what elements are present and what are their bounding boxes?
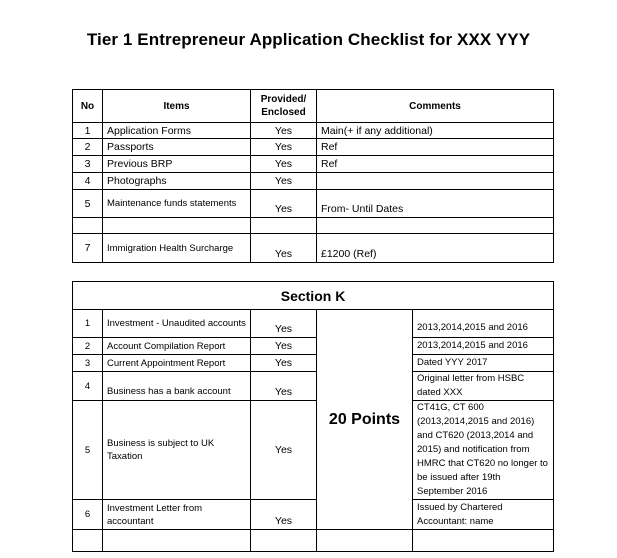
table-row (73, 338, 554, 355)
row-comment: From- Until Dates (317, 190, 554, 218)
row-item: Maintenance funds statements (103, 190, 251, 218)
row-provided: Yes (251, 234, 317, 263)
row-item: Immigration Health Surcharge (103, 234, 251, 263)
row-provided: Yes (251, 310, 317, 338)
page-title: Tier 1 Entrepreneur Application Checklist for XXX YYY (86, 30, 531, 49)
row-no (73, 530, 103, 552)
row-provided: Yes (251, 372, 317, 401)
row-provided (251, 530, 317, 552)
table-row (73, 218, 554, 234)
row-item: Investment Letter from accountant (103, 500, 251, 530)
table-row (73, 530, 554, 552)
row-comment (317, 218, 554, 234)
row-no (73, 218, 103, 234)
row-comment: Issued by Chartered Accountant: name (413, 500, 554, 530)
table-row (73, 173, 554, 190)
row-item: Photographs (103, 173, 251, 190)
row-comment: Main(+ if any additional) (317, 123, 554, 139)
row-provided (251, 218, 317, 234)
row-no: 3 (73, 355, 103, 372)
section-k-table (72, 281, 554, 552)
row-comment: Dated YYY 2017 (413, 355, 554, 372)
table-row (73, 310, 554, 338)
row-item: Current Appointment Report (103, 355, 251, 372)
row-no: 2 (73, 338, 103, 355)
row-provided: Yes (251, 500, 317, 530)
row-comment: Ref (317, 139, 554, 156)
row-provided: Yes (251, 338, 317, 355)
row-item (103, 530, 251, 552)
row-no: 5 (73, 401, 103, 500)
header-no: No (73, 90, 103, 123)
row-comment: 2013,2014,2015 and 2016 (413, 338, 554, 355)
row-comment (317, 173, 554, 190)
header-comments: Comments (317, 90, 554, 123)
row-item: Previous BRP (103, 156, 251, 173)
row-comment: £1200 (Ref) (317, 234, 554, 263)
table-row (73, 500, 554, 530)
table-row (73, 156, 554, 173)
row-no: 6 (73, 500, 103, 530)
row-no: 2 (73, 139, 103, 156)
row-item: Application Forms (103, 123, 251, 139)
row-comment: CT41G, CT 600 (2013,2014,2015 and 2016) and CT620 (2013,2014 and 2015) and notification from HMRC that CT620 no longer to be issued after 19th September 2016 (413, 401, 554, 500)
section-title: Section K (73, 282, 554, 310)
row-comment: 2013,2014,2015 and 2016 (413, 310, 554, 338)
row-no: 3 (73, 156, 103, 173)
row-item: Passports (103, 139, 251, 156)
row-item: Business is subject to UK Taxation (103, 401, 251, 500)
table-row (73, 401, 554, 500)
table-header-row (73, 90, 554, 123)
row-item: Business has a bank account (103, 372, 251, 401)
row-item: Investment - Unaudited accounts (103, 310, 251, 338)
table-row (73, 355, 554, 372)
row-no: 7 (73, 234, 103, 263)
row-no: 1 (73, 310, 103, 338)
row-provided: Yes (251, 401, 317, 500)
table-row (73, 234, 554, 263)
row-provided: Yes (251, 173, 317, 190)
table-row (73, 139, 554, 156)
row-item: Account Compilation Report (103, 338, 251, 355)
section-header-row (73, 282, 554, 310)
points-cell: 20 Points (317, 310, 413, 530)
header-items: Items (103, 90, 251, 123)
row-item (103, 218, 251, 234)
header-provided: Provided/ Enclosed (251, 90, 317, 123)
row-no: 5 (73, 190, 103, 218)
row-no: 1 (73, 123, 103, 139)
points-blank-cell (317, 530, 413, 552)
row-provided: Yes (251, 123, 317, 139)
row-provided: Yes (251, 139, 317, 156)
row-provided: Yes (251, 355, 317, 372)
table-row (73, 123, 554, 139)
row-comment: Ref (317, 156, 554, 173)
checklist-table (72, 89, 554, 263)
table-row (73, 190, 554, 218)
row-provided: Yes (251, 190, 317, 218)
row-comment (413, 530, 554, 552)
row-comment: Original letter from HSBC dated XXX (413, 372, 554, 401)
row-no: 4 (73, 372, 103, 401)
table-row (73, 372, 554, 401)
row-no: 4 (73, 173, 103, 190)
row-provided: Yes (251, 156, 317, 173)
